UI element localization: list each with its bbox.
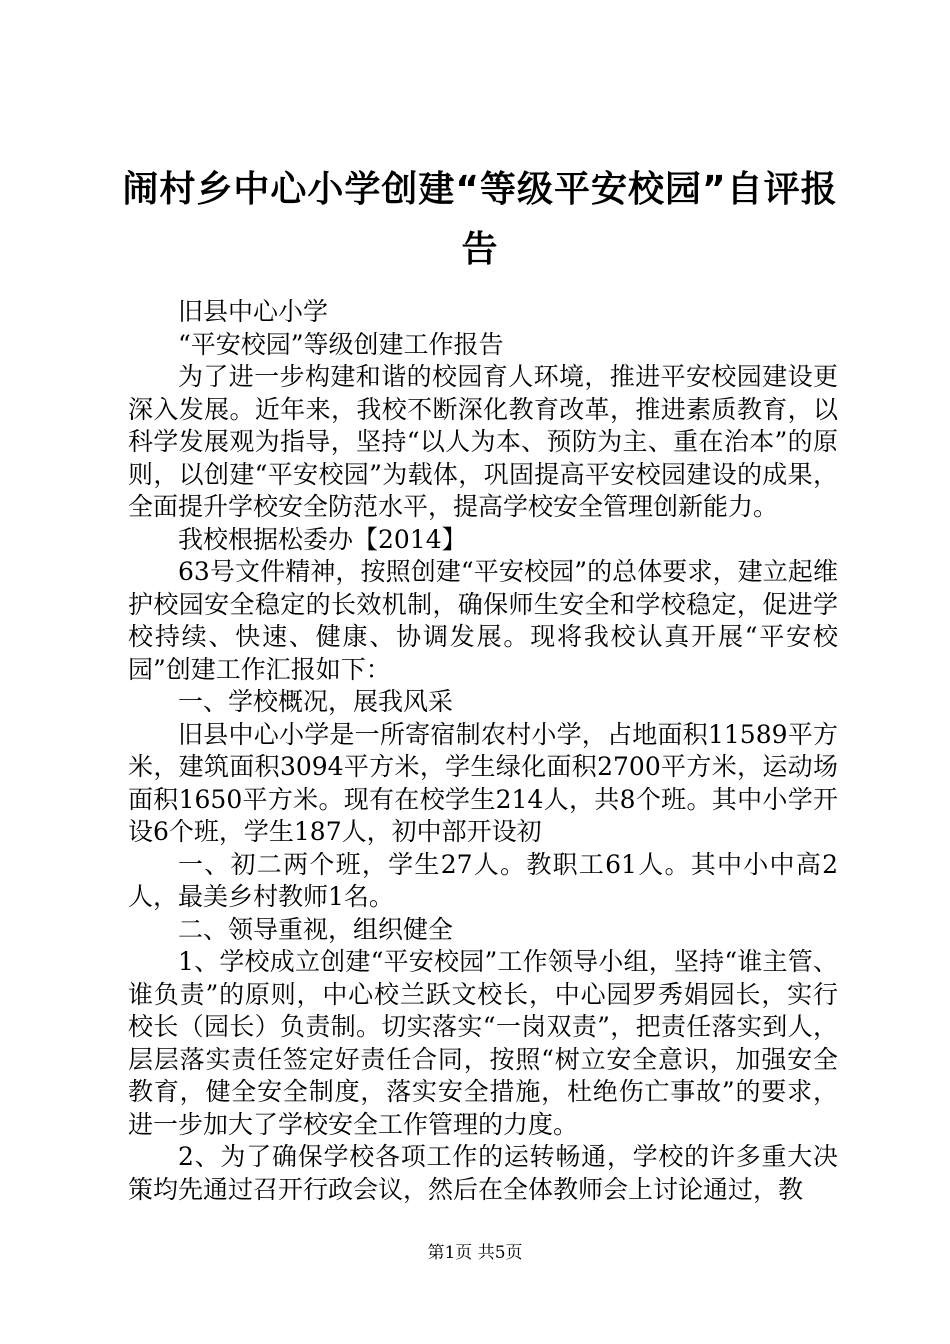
page-footer: 第1页 共5页 bbox=[427, 1243, 523, 1263]
paragraph-requirements: 63号文件精神，按照创建“平安校园”的总体要求，建立起维护校园安全稳定的长效机制，确保师生安全和学校稳定，促进学校持续、快速、健康、协调发展。现将我校认真开展“平安校园”创建工作汇报如下： bbox=[128, 557, 838, 684]
section-heading-overview: 一、学校概况，展我风采 bbox=[178, 687, 454, 716]
paragraph-decision-process: 2、为了确保学校各项工作的运转畅通，学校的许多重大决策均先通过召开行政会议，然后在全体教师会上讨论通过，教 bbox=[128, 1142, 838, 1204]
paragraph-leadership-group: 1、学校成立创建“平安校园”工作领导小组，坚持“谁主管、谁负责”的原则，中心校兰跃文校长，中心园罗秀娟园长，实行校长（园长）负责制。切实落实“一岗双责”，把责任落实到人，层层落实责任签定好责任合同，按照“树立安全意识，加强安全教育，健全安全制度，落实安全措施，杜绝伤亡事故”的要求，进一步加大了学校安全工作管理的力度。 bbox=[128, 947, 838, 1139]
paragraph-staff-info: 一、初二两个班，学生27人。教职工61人。其中小中高2人，最美乡村教师1名。 bbox=[128, 849, 838, 911]
paragraph-report-heading: “平安校园”等级创建工作报告 bbox=[178, 329, 504, 359]
paragraph-school-name: 旧县中心小学 bbox=[178, 297, 329, 326]
section-heading-leadership: 二、领导重视，组织健全 bbox=[178, 914, 454, 944]
paragraph-school-overview: 旧县中心小学是一所寄宿制农村小学，占地面积11589平方米，建筑面积3094平方米，学生绿化面积2700平方米，运动场面积1650平方米。现有在校学生214人，共8个班。其中小学开设6个班，学生187人，初中部开设初 bbox=[128, 719, 838, 846]
paragraph-intro: 为了进一步构建和谐的校园育人环境，推进平安校园建设更深入发展。近年来，我校不断深化教育改革，推进素质教育，以科学发展观为指导，坚持“以人为本、预防为主、重在治本”的原则，以创建“平安校园”为载体，巩固提高平安校园建设的成果，全面提升学校安全防范水平，提高学校安全管理创新能力。 bbox=[128, 362, 838, 521]
document-body bbox=[128, 296, 838, 1206]
paragraph-document-basis: 我校根据松委办【2014】 bbox=[178, 524, 467, 554]
document-title: 闹村乡中心小学创建“等级平安校园”自评报告 bbox=[122, 169, 838, 270]
